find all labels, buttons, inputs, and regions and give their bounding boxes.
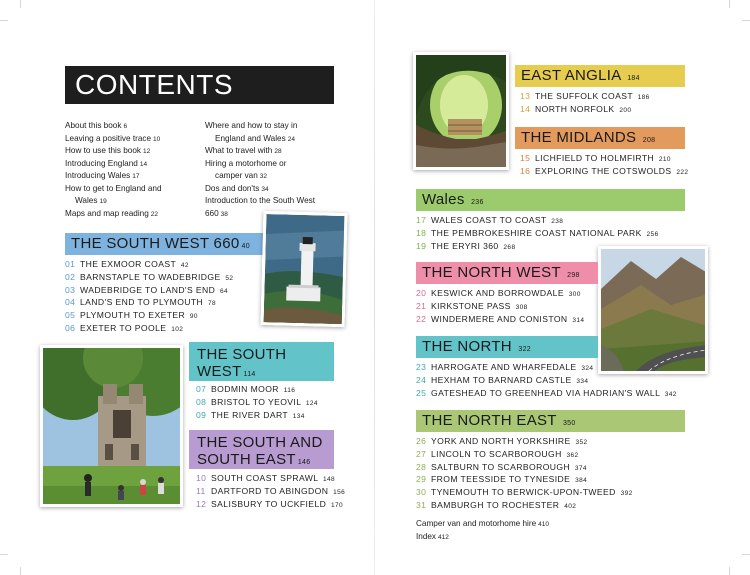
section-title: Wales: [422, 191, 465, 208]
section-page: 146: [297, 459, 311, 466]
route-item[interactable]: 30 TYNEMOUTH TO BERWICK-UPON-TWEED 392: [416, 487, 633, 498]
routes-south-west-660: [65, 259, 233, 336]
intro-item[interactable]: Leaving a positive trace 10: [65, 133, 161, 143]
intro-item[interactable]: Maps and map reading 22: [65, 208, 158, 218]
route-item[interactable]: 09 THE RIVER DART 134: [196, 409, 305, 420]
section-title: THE NORTH: [422, 338, 512, 355]
route-item[interactable]: 01 THE EXMOOR COAST 42: [65, 259, 189, 269]
route-item[interactable]: 19 THE ERYRI 360 268: [416, 240, 516, 251]
section-title-line: SOUTH EAST: [197, 451, 296, 468]
mountain-pass-image: [601, 249, 708, 374]
section-east-anglia[interactable]: [515, 65, 685, 87]
crop-mark: [729, 0, 730, 8]
section-title-line: THE SOUTH AND: [197, 434, 323, 451]
mountain-pass-photo: [598, 246, 708, 374]
intro-item[interactable]: 660 38: [205, 208, 228, 218]
section-page: 40: [241, 243, 250, 250]
section-title: THE NORTH WEST: [422, 264, 561, 281]
route-item[interactable]: 29 FROM TEESSIDE TO TYNESIDE 384: [416, 474, 588, 485]
crop-mark: [0, 20, 8, 21]
routes-north-west: [416, 288, 584, 326]
routes-north-east: [416, 436, 633, 513]
route-item[interactable]: 06 EXETER TO POOLE 102: [65, 322, 184, 333]
intro-item[interactable]: Dos and don'ts 34: [205, 183, 269, 193]
route-item[interactable]: 07 BODMIN MOOR 116: [196, 384, 296, 394]
routes-south-west: [196, 384, 318, 422]
closing-item[interactable]: Camper van and motorhome hire 410: [416, 519, 550, 528]
intro-item[interactable]: What to travel with 28: [205, 146, 282, 155]
closing-list: [416, 518, 616, 543]
route-item[interactable]: 21 KIRKSTONE PASS 308: [416, 300, 528, 311]
section-page: 236: [471, 199, 484, 206]
route-item[interactable]: 02 BARNSTAPLE TO WADEBRIDGE 52: [65, 271, 234, 282]
route-item[interactable]: 13 THE SUFFOLK COAST 186: [520, 91, 650, 101]
section-north-west[interactable]: [416, 262, 598, 284]
route-item[interactable]: 15 LICHFIELD TO HOLMFIRTH 210: [520, 153, 671, 163]
intro-item[interactable]: Introduction to the South West: [205, 196, 315, 205]
intro-item[interactable]: How to get to England and: [65, 183, 162, 193]
section-page: 184: [627, 75, 640, 82]
section-north-east[interactable]: [416, 410, 685, 432]
page-gutter: [374, 0, 375, 575]
route-item[interactable]: 24 HEXHAM TO BARNARD CASTLE 334: [416, 374, 589, 385]
route-item[interactable]: 18 THE PEMBROKESHIRE COAST NATIONAL PARK 256: [416, 227, 659, 238]
intro-item[interactable]: Where and how to stay in: [205, 121, 298, 130]
crop-mark: [742, 554, 750, 555]
route-item[interactable]: 17 WALES COAST TO COAST 238: [416, 215, 564, 225]
contents-title: CONTENTS: [65, 66, 334, 104]
route-item[interactable]: 20 KESWICK AND BORROWDALE 300: [416, 288, 581, 298]
crop-mark: [729, 567, 730, 575]
intro-item[interactable]: Wales 19: [75, 196, 107, 205]
crop-mark: [0, 554, 8, 555]
section-south-west[interactable]: [189, 342, 334, 381]
intro-item[interactable]: About this book 6: [65, 121, 128, 130]
section-page: 114: [243, 371, 256, 378]
route-item[interactable]: 31 BAMBURGH TO ROCHESTER 402: [416, 499, 577, 510]
section-title: THE MIDLANDS: [521, 129, 637, 146]
route-item[interactable]: 14 NORTH NORFOLK 200: [520, 103, 632, 114]
garden-photo: [413, 52, 509, 170]
intro-item[interactable]: Introducing England 14: [65, 158, 148, 168]
section-title: THE NORTH EAST: [422, 412, 557, 429]
lighthouse-photo: [261, 211, 348, 327]
lighthouse-image: [263, 214, 347, 327]
crop-mark: [742, 20, 750, 21]
section-title: EAST ANGLIA: [521, 67, 621, 84]
intro-item[interactable]: England and Wales 24: [215, 133, 295, 143]
route-item[interactable]: 03 WADEBRIDGE TO LAND'S END 64: [65, 284, 229, 295]
section-page: 298: [567, 272, 580, 279]
route-item[interactable]: 08 BRISTOL TO YEOVIL 124: [196, 396, 318, 407]
section-midlands[interactable]: [515, 127, 685, 149]
route-item[interactable]: 26 YORK AND NORTH YORKSHIRE 352: [416, 436, 588, 446]
section-title-line: WEST: [197, 363, 242, 380]
route-item[interactable]: 05 PLYMOUTH TO EXETER 90: [65, 310, 198, 321]
section-south-and-south-east[interactable]: [189, 430, 334, 469]
routes-midlands: [520, 153, 688, 179]
route-item[interactable]: 10 SOUTH COAST SPRAWL 148: [196, 473, 335, 483]
crop-mark: [20, 0, 21, 8]
section-page: 350: [562, 420, 576, 427]
garden-image: [416, 55, 509, 170]
route-item[interactable]: 23 HARROGATE AND WHARFEDALE 324: [416, 362, 594, 372]
route-item[interactable]: 16 EXPLORING THE COTSWOLDS 222: [520, 165, 689, 176]
intro-list-left: [65, 120, 205, 220]
route-item[interactable]: 12 SALISBURY TO UCKFIELD 170: [196, 498, 344, 509]
closing-item[interactable]: Index 412: [416, 531, 449, 541]
route-item[interactable]: 04 LAND'S END TO PLYMOUTH 78: [65, 297, 216, 308]
intro-item[interactable]: camper van 32: [215, 171, 268, 180]
section-page: 322: [518, 346, 531, 353]
abbey-image: [43, 348, 183, 507]
route-item[interactable]: 11 DARTFORD TO ABINGDON 156: [196, 485, 346, 496]
routes-east-anglia: [520, 91, 650, 117]
crop-mark: [20, 567, 21, 575]
section-south-west-660[interactable]: [65, 233, 263, 255]
intro-item[interactable]: Introducing Wales 17: [65, 171, 140, 180]
section-wales[interactable]: [416, 189, 685, 211]
section-title-line: THE SOUTH: [197, 346, 287, 363]
route-item[interactable]: 27 LINCOLN TO SCARBOROUGH 362: [416, 448, 579, 459]
section-page: 208: [642, 137, 656, 144]
intro-item[interactable]: Hiring a motorhome or: [205, 158, 287, 168]
route-item[interactable]: 22 WINDERMERE AND CONISTON 314: [416, 313, 585, 324]
route-item[interactable]: 28 SALTBURN TO SCARBOROUGH 374: [416, 461, 587, 472]
abbey-photo: [40, 345, 183, 507]
section-title: THE SOUTH WEST 660: [71, 235, 240, 252]
route-item[interactable]: 25 GATESHEAD TO GREENHEAD VIA HADRIAN'S WALL 342: [416, 387, 677, 398]
intro-list-right: [205, 120, 345, 220]
routes-north: [416, 362, 677, 400]
routes-south-and-south-east: [196, 473, 345, 511]
intro-item[interactable]: How to use this book 12: [65, 146, 151, 155]
section-north[interactable]: [416, 336, 598, 358]
